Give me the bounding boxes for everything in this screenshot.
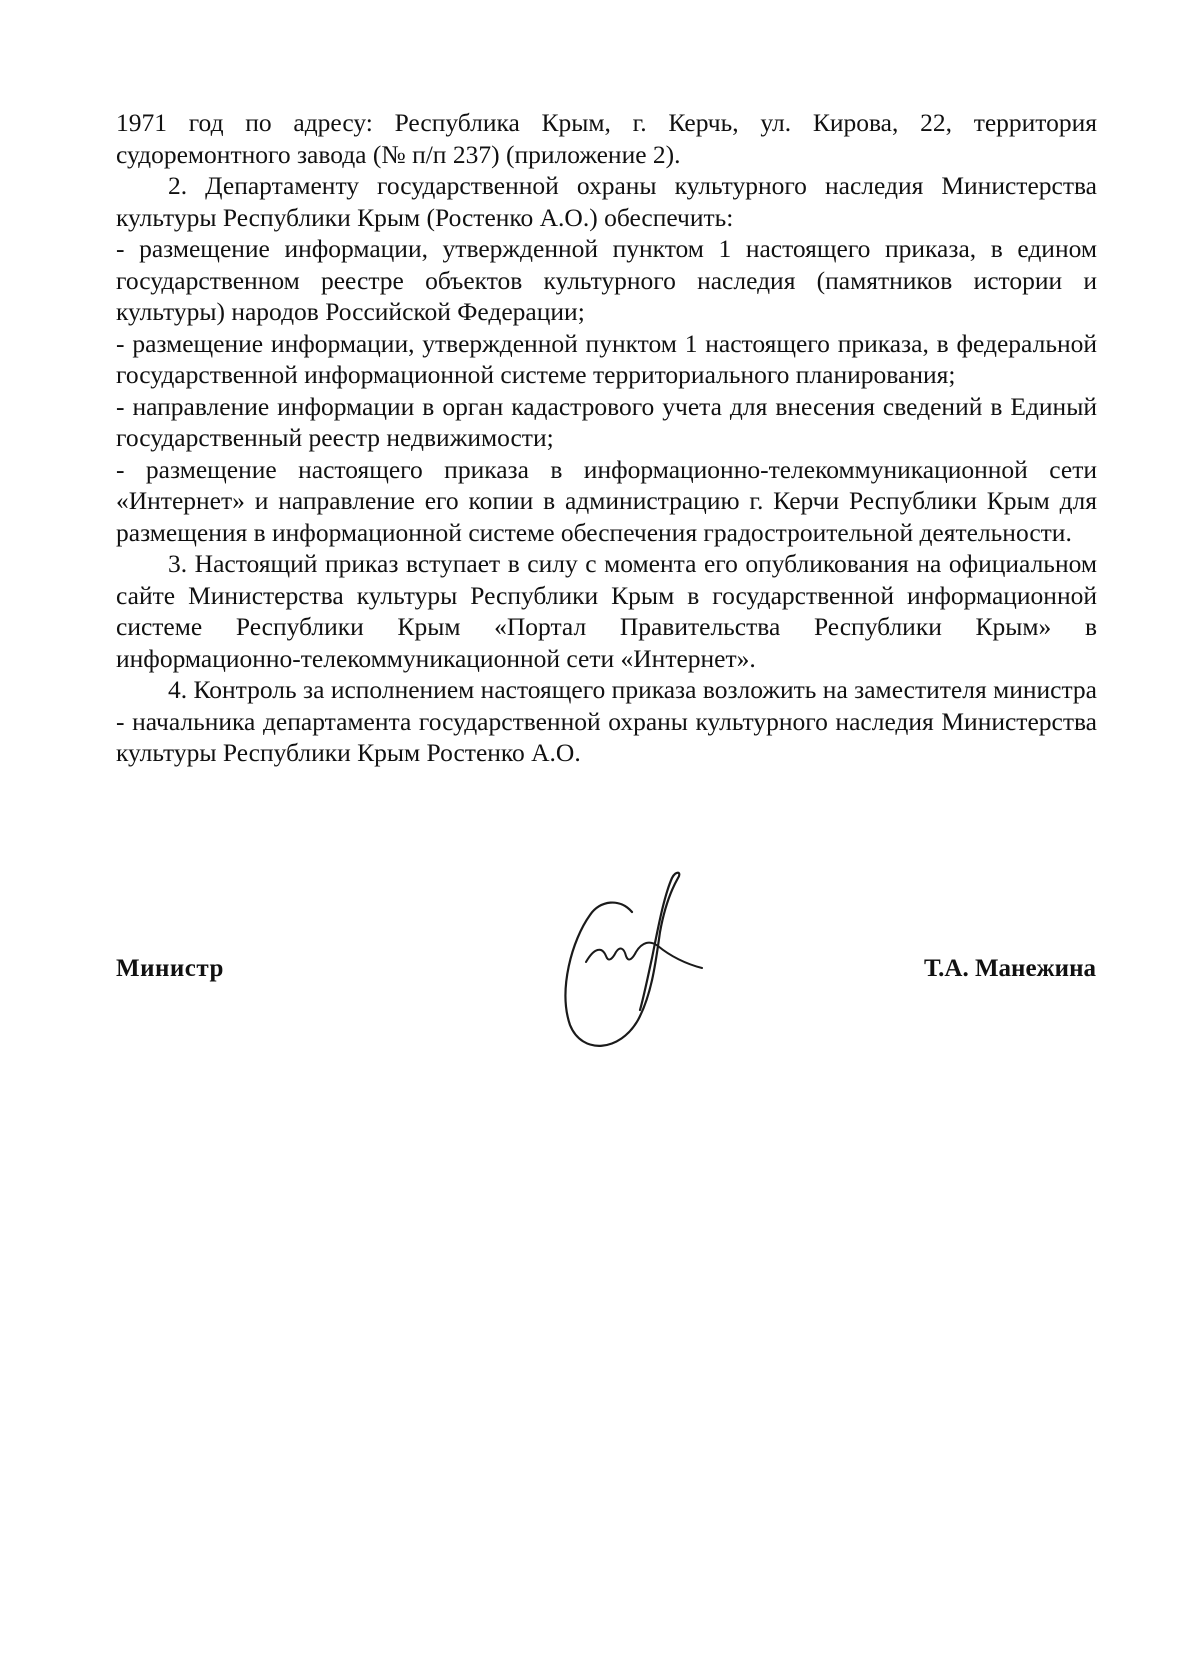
list-item-cadastre: - направление информации в орган кадастрового учета для внесения сведений в Единый государственный реестр недвижимости; [116, 391, 1097, 452]
signer-position: Министр [116, 955, 224, 982]
paragraph-item-3: 3. Настоящий приказ вступает в силу с момента его опубликования на официальном сайте Министерства культуры Республики Крым в государственной информационной системе Республики Крым «Портал Правительства Республики Крым» в информационно-телекоммуникационной сети «Интернет». [116, 549, 1097, 673]
signature-block [116, 955, 1096, 995]
list-item-registry: - размещение информации, утвержденной пунктом 1 настоящего приказа, в едином государственном реестре объектов культурного наследия (памятников истории и культуры) народов Российской Федерации; [116, 234, 1097, 326]
document-body [116, 107, 1097, 769]
list-item-planning-system: - размещение информации, утвержденной пунктом 1 настоящего приказа, в федеральной государственной информационной системе территориального планирования; [116, 328, 1097, 389]
signer-name: Т.А. Манежина [923, 955, 1096, 982]
paragraph-item-4: 4. Контроль за исполнением настоящего приказа возложить на заместителя министра - начальника департамента государственной охраны культурного наследия Министерства культуры Республики Крым Ростенко А.О. [116, 675, 1097, 767]
paragraph-item-2: 2. Департаменту государственной охраны культурного наследия Министерства культуры Республики Крым (Ростенко А.О.) обеспечить: [116, 171, 1097, 232]
paragraph-address-continuation: 1971 год по адресу: Республика Крым, г. Керчь, ул. Кирова, 22, территория судоремонтного завода (№ п/п 237) (приложение 2). [116, 108, 1097, 169]
list-item-internet-publication: - размещение настоящего приказа в информационно-телекоммуникационной сети «Интернет» и направление его копии в администрацию г. Керчи Республики Крым для размещения в информационной системе обеспечения градостроительной деятельности. [116, 454, 1097, 547]
